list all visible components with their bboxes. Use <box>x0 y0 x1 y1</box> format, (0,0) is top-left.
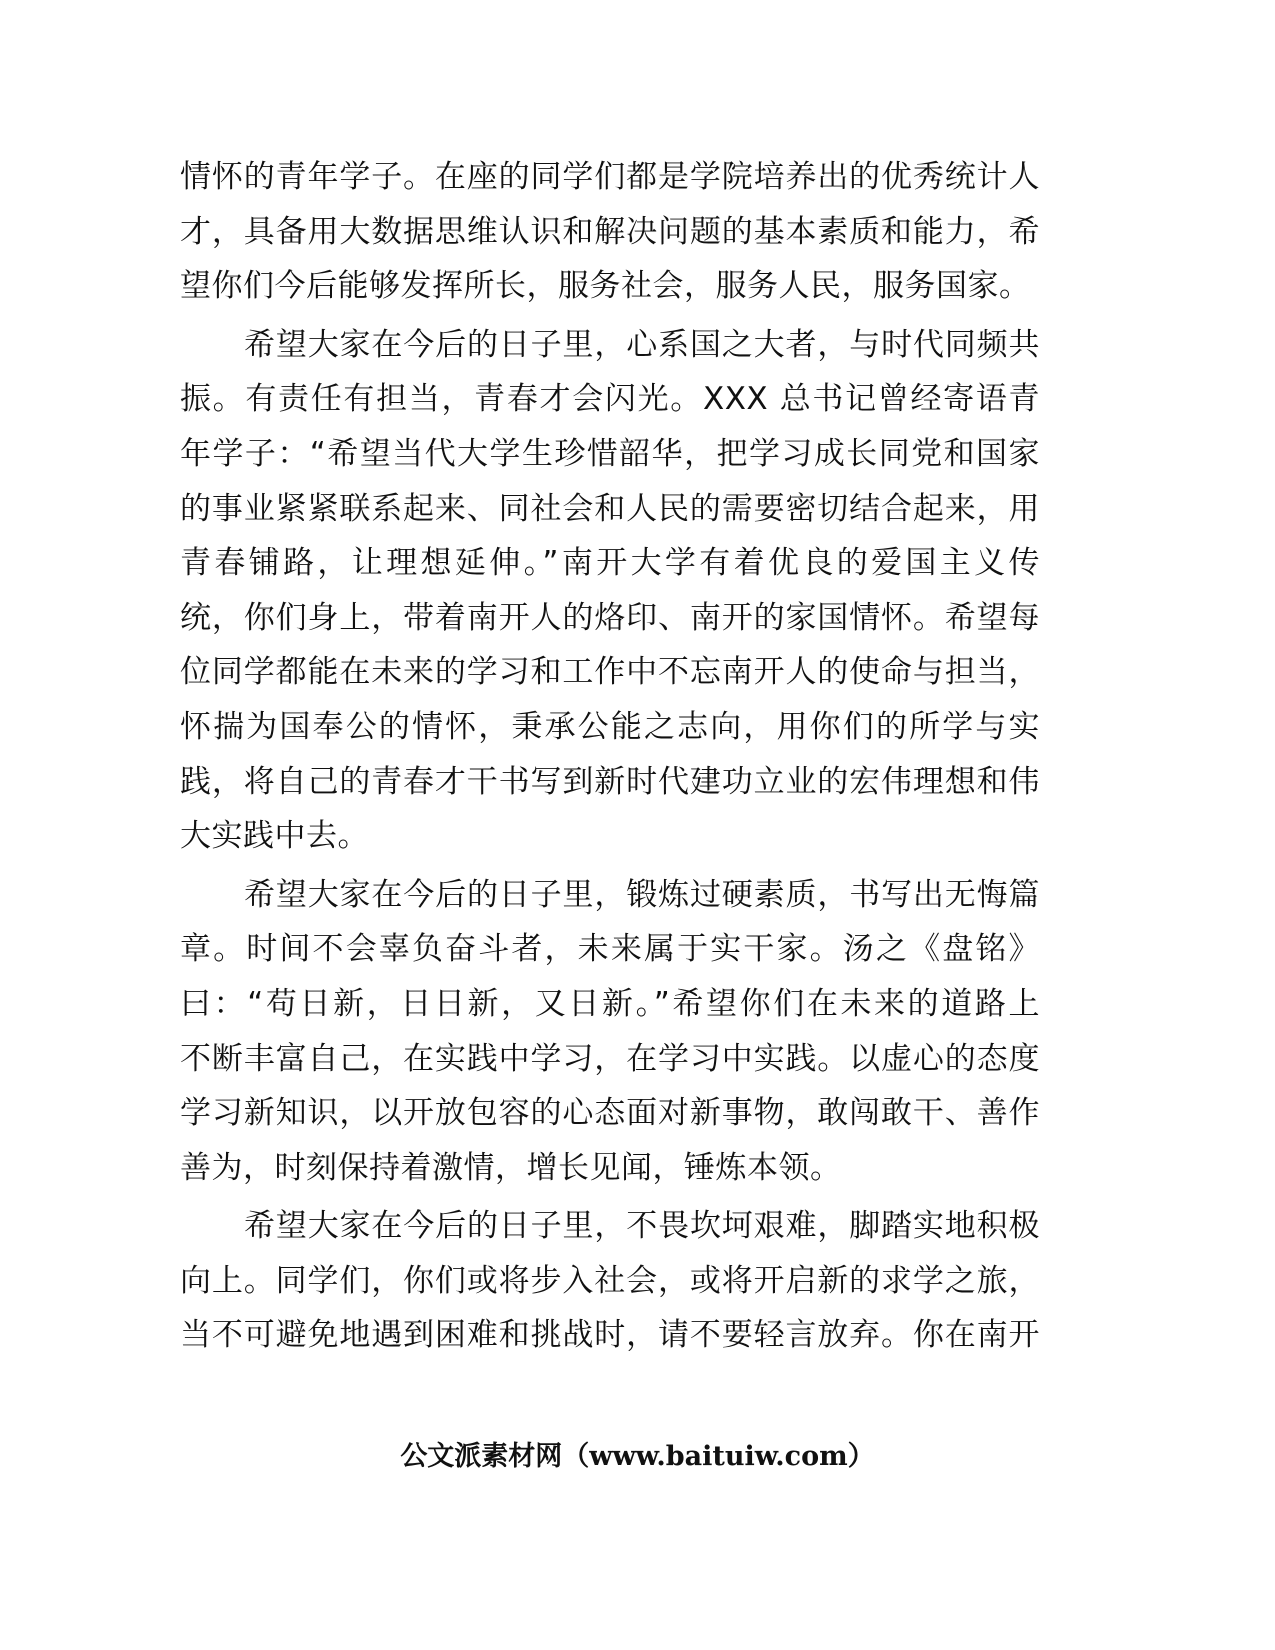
text-line: 希望大家在今后的日子里，心系国之大者，与时代同频共 <box>244 326 1040 363</box>
text-line: 善为，时刻保持着激情，增长见闻，锤炼本领。 <box>180 1149 842 1186</box>
text-line: 当不可避免地遇到困难和挑战时，请不要轻言放弃。你在南开 <box>180 1317 1040 1354</box>
text-line: 曰：“苟日新，日日新，又日新。”希望你们在未来的道路上 <box>180 985 1040 1022</box>
paragraph-3 <box>180 868 1040 1196</box>
text-line: 怀揣为国奉公的情怀，秉承公能之志向，用你们的所学与实 <box>180 708 1040 745</box>
text-line: 统，你们身上，带着南开人的烙印、南开的家国情怀。希望每 <box>180 599 1040 636</box>
body-text <box>180 150 1040 1367</box>
text-line: 才，具备用大数据思维认识和解决问题的基本素质和能力，希 <box>180 213 1040 250</box>
text-line: 青春铺路，让理想延伸。”南开大学有着优良的爱国主义传 <box>180 545 1040 582</box>
text-line: 位同学都能在未来的学习和工作中不忘南开人的使命与担当， <box>180 654 1040 691</box>
text-line: 向上。同学们，你们或将步入社会，或将开启新的求学之旅， <box>180 1262 1040 1299</box>
text-line: 章。时间不会辜负奋斗者，未来属于实干家。汤之《盘铭》 <box>180 931 1040 968</box>
text-line: 的事业紧紧联系起来、同社会和人民的需要密切结合起来，用 <box>180 490 1040 527</box>
text-line: 年学子：“希望当代大学生珍惜韶华，把学习成长同党和国家 <box>180 435 1040 472</box>
text-line: 不断丰富自己，在实践中学习，在学习中实践。以虚心的态度 <box>180 1040 1040 1077</box>
paragraph-4 <box>180 1199 1040 1363</box>
paragraph-1 <box>180 150 1040 314</box>
text-line: 振。有责任有担当，青春才会闪光。XXX 总书记曾经寄语青 <box>180 381 1040 418</box>
text-line: 希望大家在今后的日子里，不畏坎坷艰难，脚踏实地积极 <box>244 1208 1040 1245</box>
paragraph-2 <box>180 318 1040 864</box>
text-line: 学习新知识，以开放包容的心态面对新事物，敢闯敢干、善作 <box>180 1095 1040 1132</box>
text-line: 情怀的青年学子。在座的同学们都是学院培养出的优秀统计人 <box>180 159 1040 195</box>
text-line: 望你们今后能够发挥所长，服务社会，服务人民，服务国家。 <box>180 268 1031 305</box>
text-line: 大实践中去。 <box>180 818 369 855</box>
page-footer: 公文派素材网（www.baituiw.com） <box>400 1441 875 1472</box>
text-line: 践，将自己的青春才干书写到新时代建功立业的宏伟理想和伟 <box>180 763 1040 800</box>
text-line: 希望大家在今后的日子里，锻炼过硬素质，书写出无悔篇 <box>244 876 1040 913</box>
